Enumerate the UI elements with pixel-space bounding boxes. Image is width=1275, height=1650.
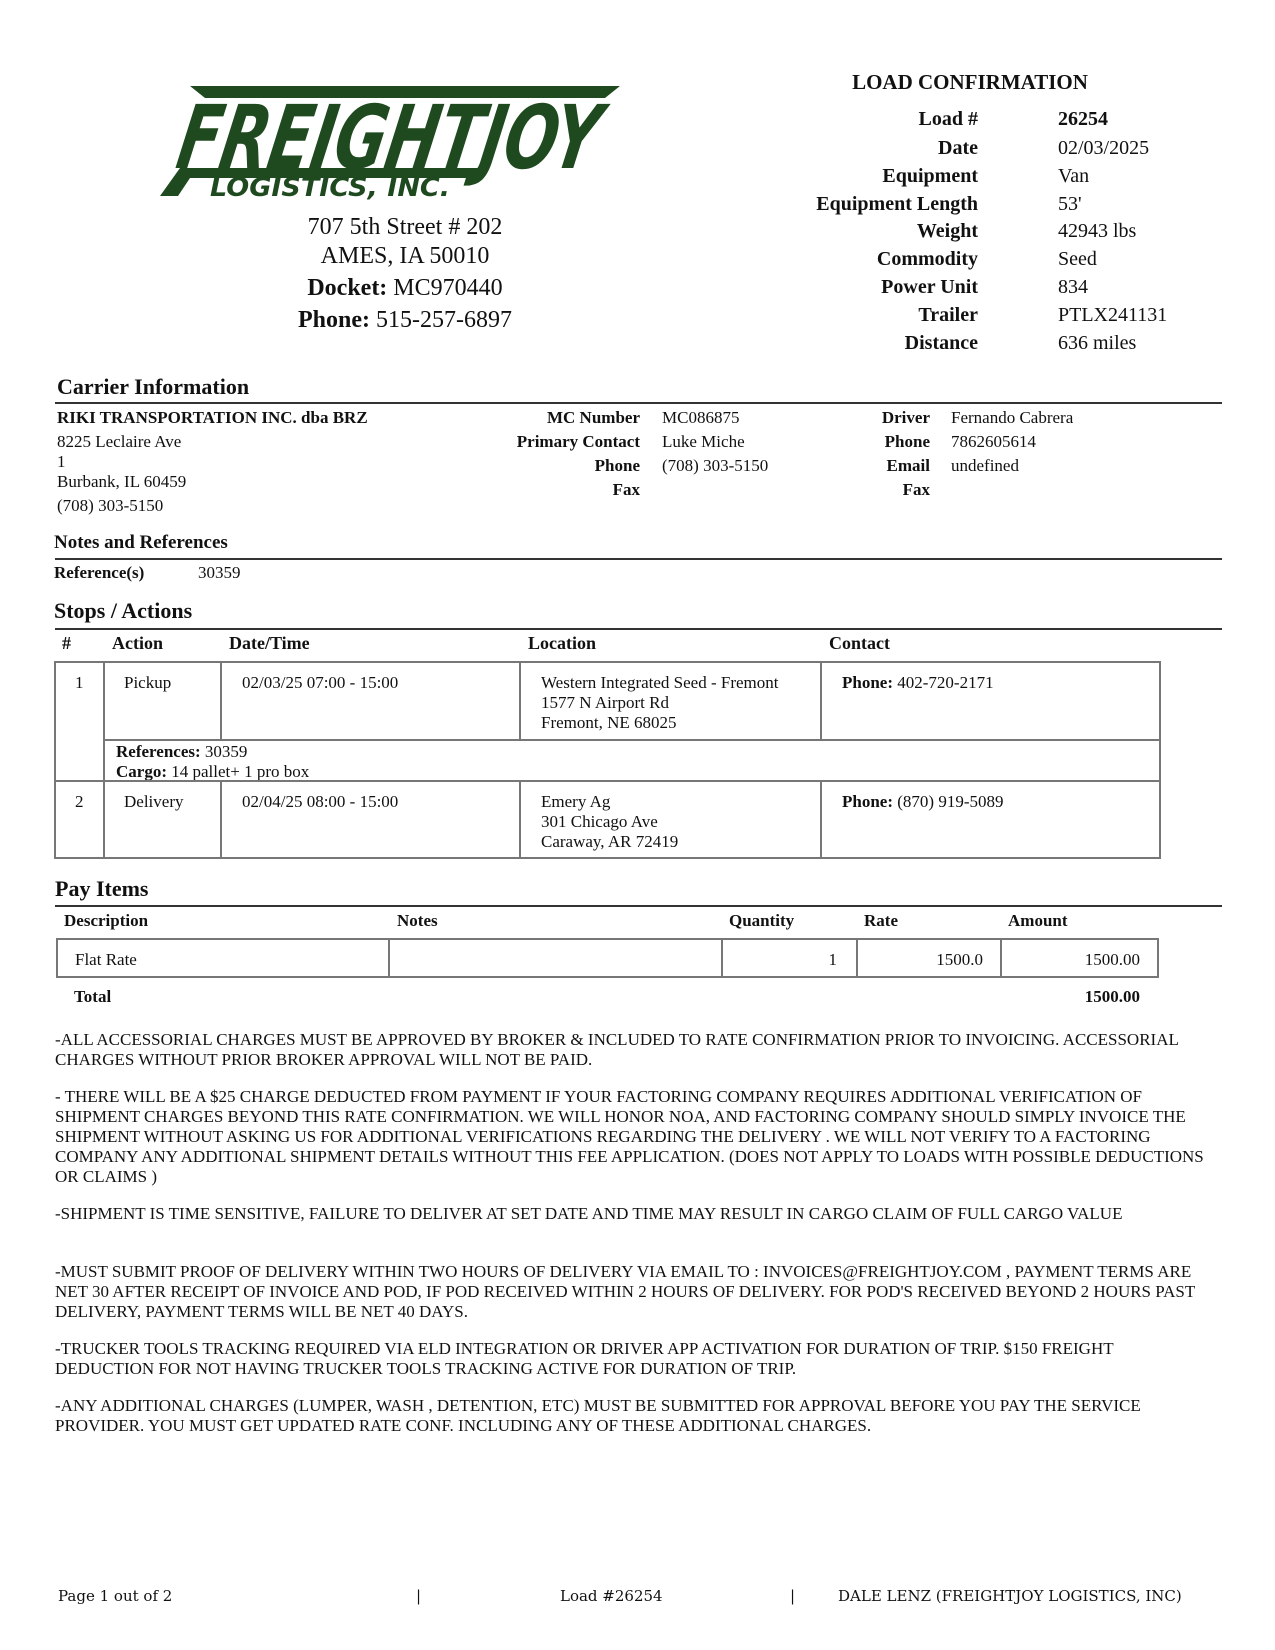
load-field-row (780, 332, 1200, 360)
stops-col-contact: Contact (829, 633, 890, 653)
stops-col-location: Location (528, 633, 597, 653)
stop-location-line2: 1577 N Airport Rd (541, 693, 669, 712)
stop-cargo-value: 14 pallet+ 1 pro box (171, 762, 310, 781)
stop-num: 1 (75, 673, 84, 692)
term-paragraph: -TRUCKER TOOLS TRACKING REQUIRED VIA ELD INTEGRATION OR DRIVER APP ACTIVATION FOR DURATION OF TRIP. $150 FREIGHT DEDUCTION FOR NOT HAVING TRUCKER TOOLS TRACKING ACTIVE FOR DURATION OF TRIP. (55, 1339, 1114, 1378)
driver-phone-value: 7862605614 (951, 432, 1036, 451)
load-field-value: 834 (1058, 276, 1088, 298)
pay-heading: Pay Items (55, 876, 149, 901)
load-field-value: 26254 (1058, 108, 1108, 130)
load-field-label: Date (938, 137, 978, 159)
carrier-name: RIKI TRANSPORTATION INC. dba BRZ (57, 408, 368, 427)
stop-cargo (116, 761, 309, 782)
pay-total-value: 1500.00 (1084, 987, 1140, 1006)
carrier-address2: 1 (57, 452, 66, 471)
carrier-phone-label: Phone (594, 456, 640, 475)
pay-amount: 1500.00 (1084, 950, 1140, 969)
stop-num: 2 (75, 792, 84, 811)
logo-main-text: FREIGHTJOY (170, 86, 620, 189)
stop-references-value: 30359 (204, 742, 248, 761)
stop-contact (842, 672, 994, 693)
carrier-heading: Carrier Information (57, 374, 250, 399)
carrier-fax-label: Fax (612, 480, 640, 499)
stops-col-num: # (62, 633, 71, 653)
load-field-label: Weight (916, 220, 978, 242)
mc-number-value: MC086875 (662, 408, 740, 427)
carrier-phone-value: (708) 303-5150 (662, 456, 769, 475)
stop-contact-label: Phone: (842, 792, 893, 811)
load-field-value: 42943 lbs (1058, 220, 1137, 242)
carrier-divider (55, 402, 1222, 404)
pay-col-amount: Amount (1008, 911, 1068, 930)
docket-value: MC970440 (393, 275, 503, 301)
load-field-value: 02/03/2025 (1058, 137, 1150, 159)
load-field-row (780, 220, 1200, 248)
load-field-row (780, 193, 1200, 221)
footer-load: Load #26254 (560, 1587, 663, 1605)
notes-heading: Notes and References (54, 532, 228, 553)
load-field-label: Load # (918, 108, 978, 130)
load-field-value: 636 miles (1058, 332, 1137, 354)
company-docket (230, 275, 580, 302)
stop-contact (842, 791, 1003, 812)
stop-datetime: 02/03/25 07:00 - 15:00 (242, 673, 399, 692)
load-field-value: PTLX241131 (1058, 304, 1168, 326)
term-paragraph: - THERE WILL BE A $25 CHARGE DEDUCTED FROM PAYMENT IF YOUR FACTORING COMPANY REQUIRES ADDITIONAL VERIFICATION OF SHIPMENT CHARGES BEYOND THIS RATE CONFIRMATION. WE WILL HONOR NOA, AND FACTORING COMPANY SHOULD SIMPLY INVOICE THE SHIPMENT WITHOUT ASKING US FOR ADDITIONAL VERIFICATIONS REGARDING THE DELIVERY . WE WILL NOT VERIFY TO A FACTORING COMPANY ANY ADDITIONAL SHIPMENT DETAILS WITHOUT THIS FEE APPLICATION. (DOES NOT APPLY TO LOADS WITH POSSIBLE DEDUCTIONS OR CLAIMS ) (55, 1087, 1204, 1186)
load-field-value: Van (1058, 165, 1090, 187)
stop-location-line2: 301 Chicago Ave (541, 812, 658, 831)
load-confirmation-title: LOAD CONFIRMATION (852, 70, 1088, 94)
pay-quantity: 1 (828, 950, 837, 969)
load-field-label: Power Unit (881, 276, 978, 298)
pay-total-label: Total (74, 987, 112, 1006)
stop-contact-value: (870) 919-5089 (897, 792, 1004, 811)
docket-label: Docket: (307, 275, 388, 301)
phone-value: 515-257-6897 (376, 307, 512, 333)
term-paragraph: -SHIPMENT IS TIME SENSITIVE, FAILURE TO DELIVER AT SET DATE AND TIME MAY RESULT IN CARGO CLAIM OF FULL CARGO VALUE (55, 1204, 1123, 1223)
primary-contact-value: Luke Miche (662, 432, 745, 451)
pay-col-description: Description (64, 911, 149, 930)
company-address-line1: 707 5th Street # 202 (307, 214, 503, 240)
pay-col-rate: Rate (864, 911, 898, 930)
stops-col-datetime: Date/Time (229, 633, 310, 653)
driver-email-label: Email (886, 456, 930, 475)
driver-fax-label: Fax (902, 480, 930, 499)
driver-phone-label: Phone (884, 432, 930, 451)
load-field-label: Equipment (882, 165, 978, 187)
driver-email-value: undefined (951, 456, 1019, 475)
pay-col-notes: Notes (397, 911, 438, 930)
company-address-line2: AMES, IA 50010 (320, 243, 490, 269)
pay-description: Flat Rate (75, 950, 137, 969)
mc-number-label: MC Number (546, 408, 640, 427)
stop-references-label: References: (116, 742, 201, 761)
stop-contact-value: 402-720-2171 (897, 673, 994, 692)
load-field-label: Commodity (876, 248, 978, 270)
load-field-row (780, 304, 1200, 332)
load-field-value: Seed (1058, 248, 1097, 270)
phone-label: Phone: (298, 307, 370, 333)
footer-separator: | (416, 1587, 422, 1605)
term-paragraph: -ALL ACCESSORIAL CHARGES MUST BE APPROVED BY BROKER & INCLUDED TO RATE CONFIRMATION PRIOR TO INVOICING. ACCESSORIAL CHARGES WITHOUT PRIOR BROKER APPROVAL WILL NOT BE PAID. (55, 1030, 1179, 1069)
company-logo (150, 78, 620, 208)
stop-location-line1: Emery Ag (541, 792, 611, 811)
stops-col-action: Action (112, 633, 163, 653)
stops-divider (55, 628, 1222, 630)
stop-location-line1: Western Integrated Seed - Fremont (541, 673, 779, 692)
load-field-value: 53' (1058, 193, 1082, 215)
stop-location-line3: Fremont, NE 68025 (541, 713, 677, 732)
stops-heading: Stops / Actions (54, 598, 193, 623)
pay-rate: 1500.0 (936, 950, 983, 969)
pay-notes-cell (388, 938, 723, 978)
footer-user: DALE LENZ (FREIGHTJOY LOGISTICS, INC) (838, 1587, 1182, 1605)
reference-value: 30359 (198, 563, 241, 582)
stop-contact-label: Phone: (842, 673, 893, 692)
load-field-row (780, 137, 1200, 165)
stop-datetime: 02/04/25 08:00 - 15:00 (242, 792, 399, 811)
reference-label: Reference(s) (54, 563, 145, 582)
pay-col-quantity: Quantity (729, 911, 795, 930)
driver-label: Driver (881, 408, 930, 427)
stop-references (116, 741, 247, 762)
load-field-row (780, 276, 1200, 304)
primary-contact-label: Primary Contact (516, 432, 640, 451)
footer-separator: | (790, 1587, 796, 1605)
stop-cargo-label: Cargo: (116, 762, 167, 781)
pay-divider (55, 905, 1222, 907)
load-field-row (780, 108, 1200, 136)
stop-action: Pickup (124, 673, 172, 692)
stop-location-line3: Caraway, AR 72419 (541, 832, 679, 851)
term-paragraph: -MUST SUBMIT PROOF OF DELIVERY WITHIN TWO HOURS OF DELIVERY VIA EMAIL TO : INVOICES@FREIGHTJOY.COM , PAYMENT TERMS ARE NET 30 AFTER RECEIPT OF INVOICE AND POD, IF POD RECEIVED WITHIN 2 HOURS OF DELIVERY. FOR POD'S RECEIVED BEYOND 2 HOURS PAST DELIVERY, PAYMENT TERMS WILL BE NET 40 DAYS. (55, 1262, 1195, 1321)
stop-action: Delivery (124, 792, 184, 811)
load-field-row (780, 248, 1200, 276)
driver-value: Fernando Cabrera (951, 408, 1074, 427)
notes-divider (55, 558, 1222, 560)
load-field-row (780, 165, 1200, 193)
load-field-label: Trailer (918, 304, 978, 326)
load-field-label: Distance (904, 332, 978, 354)
logo-sub-text: LOGISTICS, INC. (210, 173, 450, 203)
term-paragraph: -ANY ADDITIONAL CHARGES (LUMPER, WASH , DETENTION, ETC) MUST BE SUBMITTED FOR APPROVAL BEFORE YOU PAY THE SERVICE PROVIDER. YOU MUST GET UPDATED RATE CONF. INCLUDING ANY OF THESE ADDITIONAL CHARGES. (55, 1396, 1141, 1435)
carrier-address3: Burbank, IL 60459 (57, 472, 187, 491)
load-field-label: Equipment Length (816, 193, 978, 215)
carrier-address1: 8225 Leclaire Ave (57, 432, 182, 451)
footer-page: Page 1 out of 2 (58, 1587, 173, 1605)
company-phone (230, 307, 580, 334)
carrier-phone: (708) 303-5150 (57, 496, 164, 515)
